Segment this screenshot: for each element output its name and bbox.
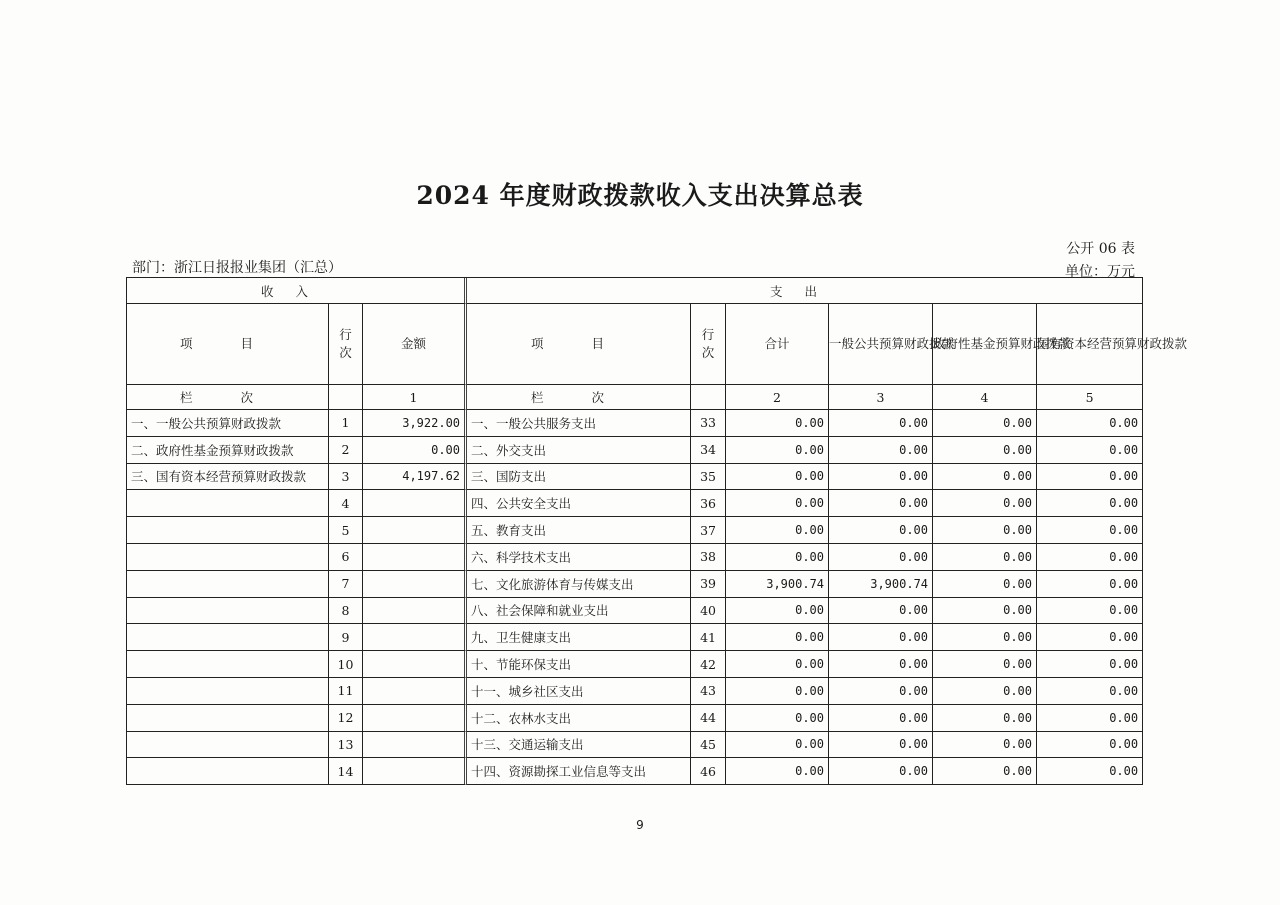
total-cell: 0.00 (726, 705, 829, 732)
expense-item-cell: 七、文化旅游体育与传媒支出 (467, 571, 691, 598)
expense-row-no-cell: 43 (691, 678, 726, 705)
expense-row-no-cell: 42 (691, 651, 726, 678)
expense-item-cell: 十四、资源勘探工业信息等支出 (467, 758, 691, 785)
total-cell: 0.00 (726, 490, 829, 517)
expense-section-header: 支出 (467, 278, 1143, 304)
gov-fund-cell: 0.00 (933, 598, 1037, 625)
general-budget-cell: 0.00 (829, 544, 933, 571)
expense-row-no-cell: 39 (691, 571, 726, 598)
income-amount-cell: 3,922.00 (363, 410, 467, 437)
total-cell: 0.00 (726, 624, 829, 651)
state-capital-cell: 0.00 (1037, 705, 1143, 732)
expense-row-no-cell: 41 (691, 624, 726, 651)
column-index-4: 4 (933, 385, 1037, 410)
income-item-cell (127, 624, 329, 651)
expense-item-cell: 十、节能环保支出 (467, 651, 691, 678)
expense-row-no-cell: 45 (691, 732, 726, 759)
income-amount-header: 金额 (363, 304, 467, 385)
total-header: 合计 (726, 304, 829, 385)
table-row (127, 758, 1143, 785)
total-cell: 0.00 (726, 758, 829, 785)
general-budget-cell: 3,900.74 (829, 571, 933, 598)
total-cell: 0.00 (726, 598, 829, 625)
expense-row-no-cell: 35 (691, 464, 726, 491)
state-capital-cell: 0.00 (1037, 490, 1143, 517)
state-capital-cell: 0.00 (1037, 651, 1143, 678)
state-capital-cell: 0.00 (1037, 437, 1143, 464)
page-number: 9 (636, 818, 644, 832)
income-item-cell: 一、一般公共预算财政拨款 (127, 410, 329, 437)
income-item-cell (127, 758, 329, 785)
state-capital-cell: 0.00 (1037, 678, 1143, 705)
table-row (127, 437, 1143, 464)
income-column-index-label: 栏 次 (127, 385, 329, 410)
expense-item-cell: 六、科学技术支出 (467, 544, 691, 571)
department-label: 部门：浙江日报报业集团（汇总） (132, 260, 342, 276)
gov-fund-cell: 0.00 (933, 705, 1037, 732)
income-amount-cell (363, 517, 467, 544)
income-item-cell (127, 651, 329, 678)
table-row (127, 517, 1143, 544)
general-budget-cell: 0.00 (829, 437, 933, 464)
income-item-cell (127, 571, 329, 598)
general-budget-cell: 0.00 (829, 410, 933, 437)
state-capital-cell: 0.00 (1037, 464, 1143, 491)
state-capital-cell: 0.00 (1037, 732, 1143, 759)
gov-fund-cell: 0.00 (933, 732, 1037, 759)
state-capital-cell: 0.00 (1037, 758, 1143, 785)
column-index-1: 1 (363, 385, 467, 410)
income-row-no-cell: 2 (329, 437, 363, 464)
expense-item-cell: 二、外交支出 (467, 437, 691, 464)
budget-summary-table (126, 277, 1188, 785)
expense-row-no-cell: 46 (691, 758, 726, 785)
income-row-no-cell: 11 (329, 678, 363, 705)
gov-fund-cell: 0.00 (933, 758, 1037, 785)
income-row-no-cell: 6 (329, 544, 363, 571)
table-row (127, 464, 1143, 491)
gov-fund-cell: 0.00 (933, 410, 1037, 437)
expense-item-cell: 十三、交通运输支出 (467, 732, 691, 759)
income-row-no-cell: 12 (329, 705, 363, 732)
total-cell: 0.00 (726, 544, 829, 571)
income-item-header: 项 目 (127, 304, 329, 385)
general-budget-cell: 0.00 (829, 598, 933, 625)
column-index-3: 3 (829, 385, 933, 410)
general-budget-cell: 0.00 (829, 758, 933, 785)
total-cell: 0.00 (726, 678, 829, 705)
income-item-cell: 三、国有资本经营预算财政拨款 (127, 464, 329, 491)
expense-row-no-cell: 34 (691, 437, 726, 464)
general-budget-cell: 0.00 (829, 517, 933, 544)
expense-row-no-cell: 44 (691, 705, 726, 732)
table-row (127, 598, 1143, 625)
table-row (127, 544, 1143, 571)
state-capital-cell: 0.00 (1037, 598, 1143, 625)
general-budget-cell: 0.00 (829, 651, 933, 678)
income-row-no-cell: 13 (329, 732, 363, 759)
income-amount-cell: 0.00 (363, 437, 467, 464)
state-capital-cell: 0.00 (1037, 571, 1143, 598)
income-amount-cell (363, 732, 467, 759)
income-row-no-cell: 3 (329, 464, 363, 491)
gov-fund-cell: 0.00 (933, 624, 1037, 651)
expense-item-cell: 九、卫生健康支出 (467, 624, 691, 651)
general-budget-cell: 0.00 (829, 732, 933, 759)
column-index-2: 2 (726, 385, 829, 410)
income-item-cell (127, 732, 329, 759)
gov-fund-cell: 0.00 (933, 517, 1037, 544)
total-cell: 0.00 (726, 651, 829, 678)
column-header-row (127, 304, 1143, 385)
gov-fund-cell: 0.00 (933, 571, 1037, 598)
gov-fund-cell: 0.00 (933, 464, 1037, 491)
total-cell: 0.00 (726, 517, 829, 544)
table-row (127, 732, 1143, 759)
expense-column-index-blank (691, 385, 726, 410)
gov-fund-cell: 0.00 (933, 490, 1037, 517)
total-cell: 0.00 (726, 437, 829, 464)
income-amount-cell (363, 544, 467, 571)
table-row (127, 490, 1143, 517)
general-budget-cell: 0.00 (829, 464, 933, 491)
expense-row-no-header: 行 次 (691, 304, 726, 385)
section-header-row (127, 278, 1143, 304)
unit-label: 单位：万元 (1065, 264, 1135, 280)
income-row-no-cell: 1 (329, 410, 363, 437)
income-item-cell (127, 678, 329, 705)
income-amount-cell (363, 651, 467, 678)
income-amount-cell (363, 598, 467, 625)
general-budget-header: 一般公共预算财政拨款 (829, 304, 933, 385)
gov-fund-cell: 0.00 (933, 678, 1037, 705)
income-item-cell (127, 490, 329, 517)
table-row (127, 705, 1143, 732)
total-cell: 3,900.74 (726, 571, 829, 598)
income-row-no-cell: 4 (329, 490, 363, 517)
income-amount-cell (363, 705, 467, 732)
income-item-cell (127, 598, 329, 625)
table-row (127, 678, 1143, 705)
income-item-cell (127, 517, 329, 544)
income-item-cell: 二、政府性基金预算财政拨款 (127, 437, 329, 464)
income-row-no-cell: 9 (329, 624, 363, 651)
expense-row-no-cell: 33 (691, 410, 726, 437)
income-amount-cell (363, 571, 467, 598)
table-row (127, 571, 1143, 598)
expense-row-no-cell: 37 (691, 517, 726, 544)
state-capital-header: 国有资本经营预算财政拨款 (1037, 304, 1143, 385)
income-amount-cell (363, 678, 467, 705)
income-amount-cell (363, 758, 467, 785)
total-cell: 0.00 (726, 464, 829, 491)
state-capital-cell: 0.00 (1037, 410, 1143, 437)
table-row (127, 410, 1143, 437)
total-cell: 0.00 (726, 410, 829, 437)
expense-column-index-label: 栏 次 (467, 385, 691, 410)
column-index-5: 5 (1037, 385, 1143, 410)
expense-item-cell: 三、国防支出 (467, 464, 691, 491)
column-index-row (127, 385, 1143, 410)
gov-fund-header: 政府性基金预算财政拨款 (933, 304, 1037, 385)
income-column-index-blank (329, 385, 363, 410)
general-budget-cell: 0.00 (829, 678, 933, 705)
income-row-no-cell: 10 (329, 651, 363, 678)
gov-fund-cell: 0.00 (933, 651, 1037, 678)
income-item-cell (127, 705, 329, 732)
general-budget-cell: 0.00 (829, 624, 933, 651)
state-capital-cell: 0.00 (1037, 544, 1143, 571)
gov-fund-cell: 0.00 (933, 437, 1037, 464)
general-budget-cell: 0.00 (829, 705, 933, 732)
income-row-no-cell: 8 (329, 598, 363, 625)
income-row-no-header: 行 次 (329, 304, 363, 385)
expense-item-cell: 十一、城乡社区支出 (467, 678, 691, 705)
income-row-no-cell: 7 (329, 571, 363, 598)
income-item-cell (127, 544, 329, 571)
expense-item-cell: 十二、农林水支出 (467, 705, 691, 732)
expense-item-cell: 四、公共安全支出 (467, 490, 691, 517)
expense-item-cell: 五、教育支出 (467, 517, 691, 544)
income-amount-cell: 4,197.62 (363, 464, 467, 491)
expense-row-no-cell: 36 (691, 490, 726, 517)
expense-row-no-cell: 40 (691, 598, 726, 625)
table-row (127, 624, 1143, 651)
income-section-header: 收入 (127, 278, 467, 304)
expense-row-no-cell: 38 (691, 544, 726, 571)
state-capital-cell: 0.00 (1037, 624, 1143, 651)
expense-item-cell: 一、一般公共服务支出 (467, 410, 691, 437)
expense-item-cell: 八、社会保障和就业支出 (467, 598, 691, 625)
income-row-no-cell: 14 (329, 758, 363, 785)
state-capital-cell: 0.00 (1037, 517, 1143, 544)
income-amount-cell (363, 624, 467, 651)
income-amount-cell (363, 490, 467, 517)
general-budget-cell: 0.00 (829, 490, 933, 517)
income-row-no-cell: 5 (329, 517, 363, 544)
form-number: 公开 06 表 (1066, 241, 1135, 257)
page-title: 2024 年度财政拨款收入支出决算总表 (416, 181, 864, 210)
total-cell: 0.00 (726, 732, 829, 759)
gov-fund-cell: 0.00 (933, 544, 1037, 571)
expense-item-header: 项 目 (467, 304, 691, 385)
table-row (127, 651, 1143, 678)
